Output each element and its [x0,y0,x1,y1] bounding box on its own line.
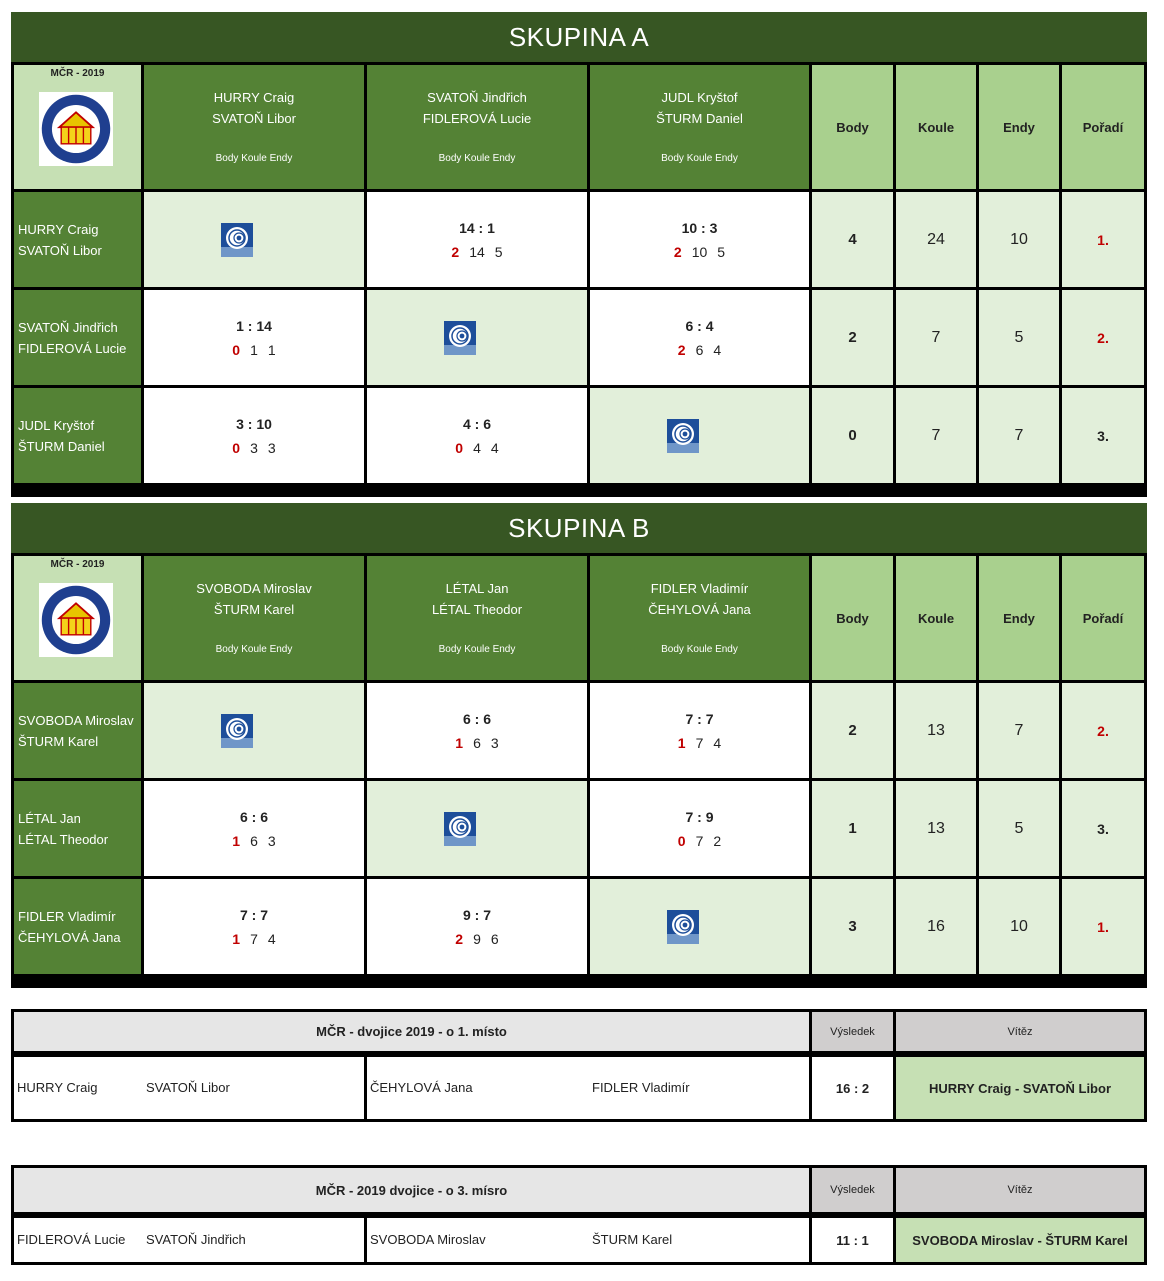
diagonal-cell [590,388,809,483]
stat-endy [979,879,1059,974]
match-score: 6 : 4 [685,318,714,334]
team-two [367,1218,809,1262]
match-details [144,833,364,849]
final-result: 11 : 1 [812,1218,893,1262]
match-details [367,735,587,751]
diagonal-cell [144,683,364,778]
endy-value: 7 [1014,426,1024,444]
match-score: 14 : 1 [459,220,495,236]
match-details [590,735,809,751]
stat-header: Pořadí [1062,556,1144,680]
column-header-team [144,65,364,189]
stat-poradi [1062,388,1144,483]
column-header-team [367,556,587,680]
match-koule: 4 [473,440,481,456]
group-table [11,553,1147,988]
player-name: HURRY Craig [213,90,295,105]
poradi-value: 3. [1097,820,1109,837]
column-header-team [590,65,809,189]
final-title: MČR - dvojice 2019 - o 1. místo [14,1012,809,1051]
column-sublabel: Body Koule Endy [438,644,516,655]
column-header-team [590,556,809,680]
poradi-value: 1. [1097,231,1109,248]
player-name: ČEHYLOVÁ Jana [370,1080,473,1095]
match-result-cell [367,683,587,778]
match-score: 7 : 9 [685,809,714,825]
match-result-cell [144,388,364,483]
match-koule: 6 [250,833,258,849]
column-sublabel: Body Koule Endy [438,153,516,164]
stat-body [812,781,893,876]
team-two [367,1057,809,1119]
body-value: 1 [848,820,857,837]
row-header-team [14,781,141,876]
match-body: 1 [455,735,464,751]
stat-endy [979,388,1059,483]
koule-value: 13 [927,721,945,739]
player-name: SVATOŇ Jindřich [146,1232,246,1247]
stat-poradi [1062,192,1144,287]
match-endy: 4 [490,440,499,456]
competition-label: MČR - 2019 [50,559,105,570]
match-endy: 1 [267,342,276,358]
player-name: FIDLER Vladimír [650,581,749,596]
player-name: ŠTURM Daniel [656,111,743,126]
player-name: SVATOŇ Libor [146,1080,230,1095]
match-details [367,244,587,260]
stat-body [812,388,893,483]
petanque-ball-icon [667,419,699,453]
column-header-team [367,65,587,189]
match-body: 1 [232,931,241,947]
match-score: 4 : 6 [462,416,491,432]
poradi-value: 3. [1097,427,1109,444]
player-name: LÉTAL Theodor [18,831,109,847]
poradi-value: 1. [1097,918,1109,935]
match-koule: 3 [250,440,258,456]
column-sublabel: Body Koule Endy [661,153,738,164]
match-endy: 2 [713,833,722,849]
poradi-value: 2. [1097,329,1109,346]
logo-cell [14,556,141,680]
group-b [11,503,1147,988]
column-header-team [144,556,364,680]
match-endy: 3 [267,440,276,456]
stat-endy [979,781,1059,876]
player-name: JUDL Kryštof [661,90,738,105]
player-name: ŠTURM Daniel [18,438,105,454]
match-body: 2 [455,931,464,947]
match-koule: 1 [250,342,258,358]
match-koule: 7 [250,931,258,947]
match-details [367,440,587,456]
stat-koule [896,388,976,483]
tj-sokol-liboc-logo [39,92,113,166]
row-header-team [14,290,141,385]
group-a [11,12,1147,497]
stat-body [812,683,893,778]
player-name: ŠTURM Karel [592,1232,673,1247]
diagonal-cell [367,781,587,876]
diagonal-cell [367,290,587,385]
stat-poradi [1062,781,1144,876]
player-name: SVATOŇ Libor [18,242,102,258]
final-winner: SVOBODA Miroslav - ŠTURM Karel [896,1218,1144,1262]
match-details [367,931,587,947]
player-name: ČEHYLOVÁ Jana [18,929,121,945]
match-body: 1 [677,735,686,751]
match-endy: 4 [713,342,722,358]
match-score: 3 : 10 [236,416,272,432]
match-details [144,342,364,358]
match-score: 6 : 6 [239,809,268,825]
player-name: LÉTAL Jan [445,581,509,596]
stat-body [812,879,893,974]
body-value: 4 [848,231,857,248]
match-result-cell [144,781,364,876]
match-score: 10 : 3 [681,220,718,236]
match-result-cell [590,683,809,778]
stat-koule [896,192,976,287]
stat-header: Pořadí [1062,65,1144,189]
stat-endy [979,192,1059,287]
player-name: SVATOŇ Libor [212,111,296,126]
group-table [11,62,1147,497]
stat-koule [896,290,976,385]
match-result-cell [367,388,587,483]
match-koule: 10 [691,244,708,260]
winner-label: Vítěz [896,1012,1144,1051]
player-name: SVATOŇ Jindřich [427,90,527,105]
stat-endy [979,290,1059,385]
competition-label: MČR - 2019 [50,68,105,79]
match-endy: 5 [717,244,726,260]
final-winner: HURRY Craig - SVATOŇ Libor [896,1057,1144,1119]
match-details [590,833,809,849]
match-koule: 6 [473,735,481,751]
match-details [144,931,364,947]
match-result-cell [590,290,809,385]
player-name: ČEHYLOVÁ Jana [648,602,751,617]
stat-header: Body [812,65,893,189]
petanque-ball-icon [444,812,476,846]
match-score: 9 : 7 [462,907,491,923]
player-name: ŠTURM Karel [18,733,99,749]
player-name: FIDLER Vladimír [18,908,116,924]
player-name: SVOBODA Miroslav [18,712,134,728]
player-name: JUDL Kryštof [18,417,95,433]
player-name: FIDLEROVÁ Lucie [18,340,127,356]
diagonal-cell [590,879,809,974]
player-name: ŠTURM Karel [213,602,295,617]
endy-value: 5 [1014,819,1024,837]
final-title: MČR - 2019 dvojice - o 3. mísro [14,1168,809,1212]
match-details [590,244,809,260]
diagonal-cell [144,192,364,287]
player-name: SVATOŇ Jindřich [18,319,118,335]
player-name: HURRY Craig [17,1080,98,1095]
stat-header: Koule [896,556,976,680]
match-koule: 9 [473,931,481,947]
column-sublabel: Body Koule Endy [215,644,293,655]
match-result-cell [367,879,587,974]
row-header-team [14,192,141,287]
final-third-place [11,1165,1147,1265]
match-endy: 3 [267,833,276,849]
player-name: FIDLER Vladimír [592,1080,690,1095]
body-value: 2 [848,329,857,346]
final-first-place [11,1009,1147,1122]
winner-label: Vítěz [896,1168,1144,1212]
body-value: 0 [848,427,857,444]
endy-value: 10 [1010,230,1028,248]
koule-value: 7 [931,426,941,444]
match-endy: 6 [490,931,499,947]
row-header-team [14,683,141,778]
final-result: 16 : 2 [812,1057,893,1119]
group-title: SKUPINA B [11,503,1147,553]
match-details [590,342,809,358]
petanque-ball-icon [667,910,699,944]
match-endy: 4 [267,931,276,947]
match-result-cell [590,192,809,287]
match-body: 2 [451,244,460,260]
match-koule: 6 [695,342,704,358]
match-result-cell [144,290,364,385]
player-name: SVOBODA Miroslav [196,581,312,596]
match-score: 7 : 7 [239,907,268,923]
body-value: 2 [848,722,857,739]
stat-header: Endy [979,556,1059,680]
match-body: 0 [677,833,686,849]
stat-poradi [1062,290,1144,385]
player-name: HURRY Craig [18,221,99,237]
team-one [14,1057,364,1119]
player-name: FIDLEROVÁ Lucie [17,1232,126,1247]
stat-body [812,290,893,385]
stat-body [812,192,893,287]
match-result-cell [144,879,364,974]
petanque-ball-icon [444,321,476,355]
match-score: 6 : 6 [462,711,491,727]
stat-koule [896,781,976,876]
match-score: 7 : 7 [685,711,714,727]
match-endy: 3 [490,735,499,751]
match-body: 0 [232,440,241,456]
match-koule: 7 [695,735,704,751]
player-name: SVOBODA Miroslav [370,1232,486,1247]
match-body: 1 [232,833,241,849]
stat-koule [896,683,976,778]
match-body: 2 [673,244,682,260]
stat-header: Koule [896,65,976,189]
stat-header: Body [812,556,893,680]
column-sublabel: Body Koule Endy [215,153,293,164]
koule-value: 24 [927,230,945,248]
stat-poradi [1062,879,1144,974]
player-name: LÉTAL Theodor [431,602,523,617]
match-koule: 7 [695,833,704,849]
match-body: 0 [455,440,464,456]
poradi-value: 2. [1097,722,1109,739]
column-sublabel: Body Koule Endy [661,644,738,655]
match-score: 1 : 14 [236,318,272,334]
endy-value: 5 [1014,328,1024,346]
result-label: Výsledek [812,1012,893,1051]
match-endy: 5 [494,244,503,260]
petanque-ball-icon [221,714,253,748]
endy-value: 7 [1014,721,1024,739]
tj-sokol-liboc-logo [39,583,113,657]
match-result-cell [367,192,587,287]
player-name: LÉTAL Jan [18,810,81,826]
row-header-team [14,388,141,483]
row-header-team [14,879,141,974]
team-one [14,1218,364,1262]
match-body: 0 [232,342,241,358]
stat-endy [979,683,1059,778]
match-body: 2 [677,342,686,358]
player-name: FIDLEROVÁ Lucie [422,111,532,126]
petanque-ball-icon [221,223,253,257]
logo-cell [14,65,141,189]
match-koule: 14 [469,244,485,260]
group-title: SKUPINA A [11,12,1147,62]
stat-koule [896,879,976,974]
koule-value: 16 [927,917,945,935]
result-label: Výsledek [812,1168,893,1212]
body-value: 3 [848,918,857,935]
stat-header: Endy [979,65,1059,189]
match-details [144,440,364,456]
endy-value: 10 [1010,917,1028,935]
stat-poradi [1062,683,1144,778]
koule-value: 7 [931,328,941,346]
match-endy: 4 [713,735,722,751]
match-result-cell [590,781,809,876]
koule-value: 13 [927,819,945,837]
